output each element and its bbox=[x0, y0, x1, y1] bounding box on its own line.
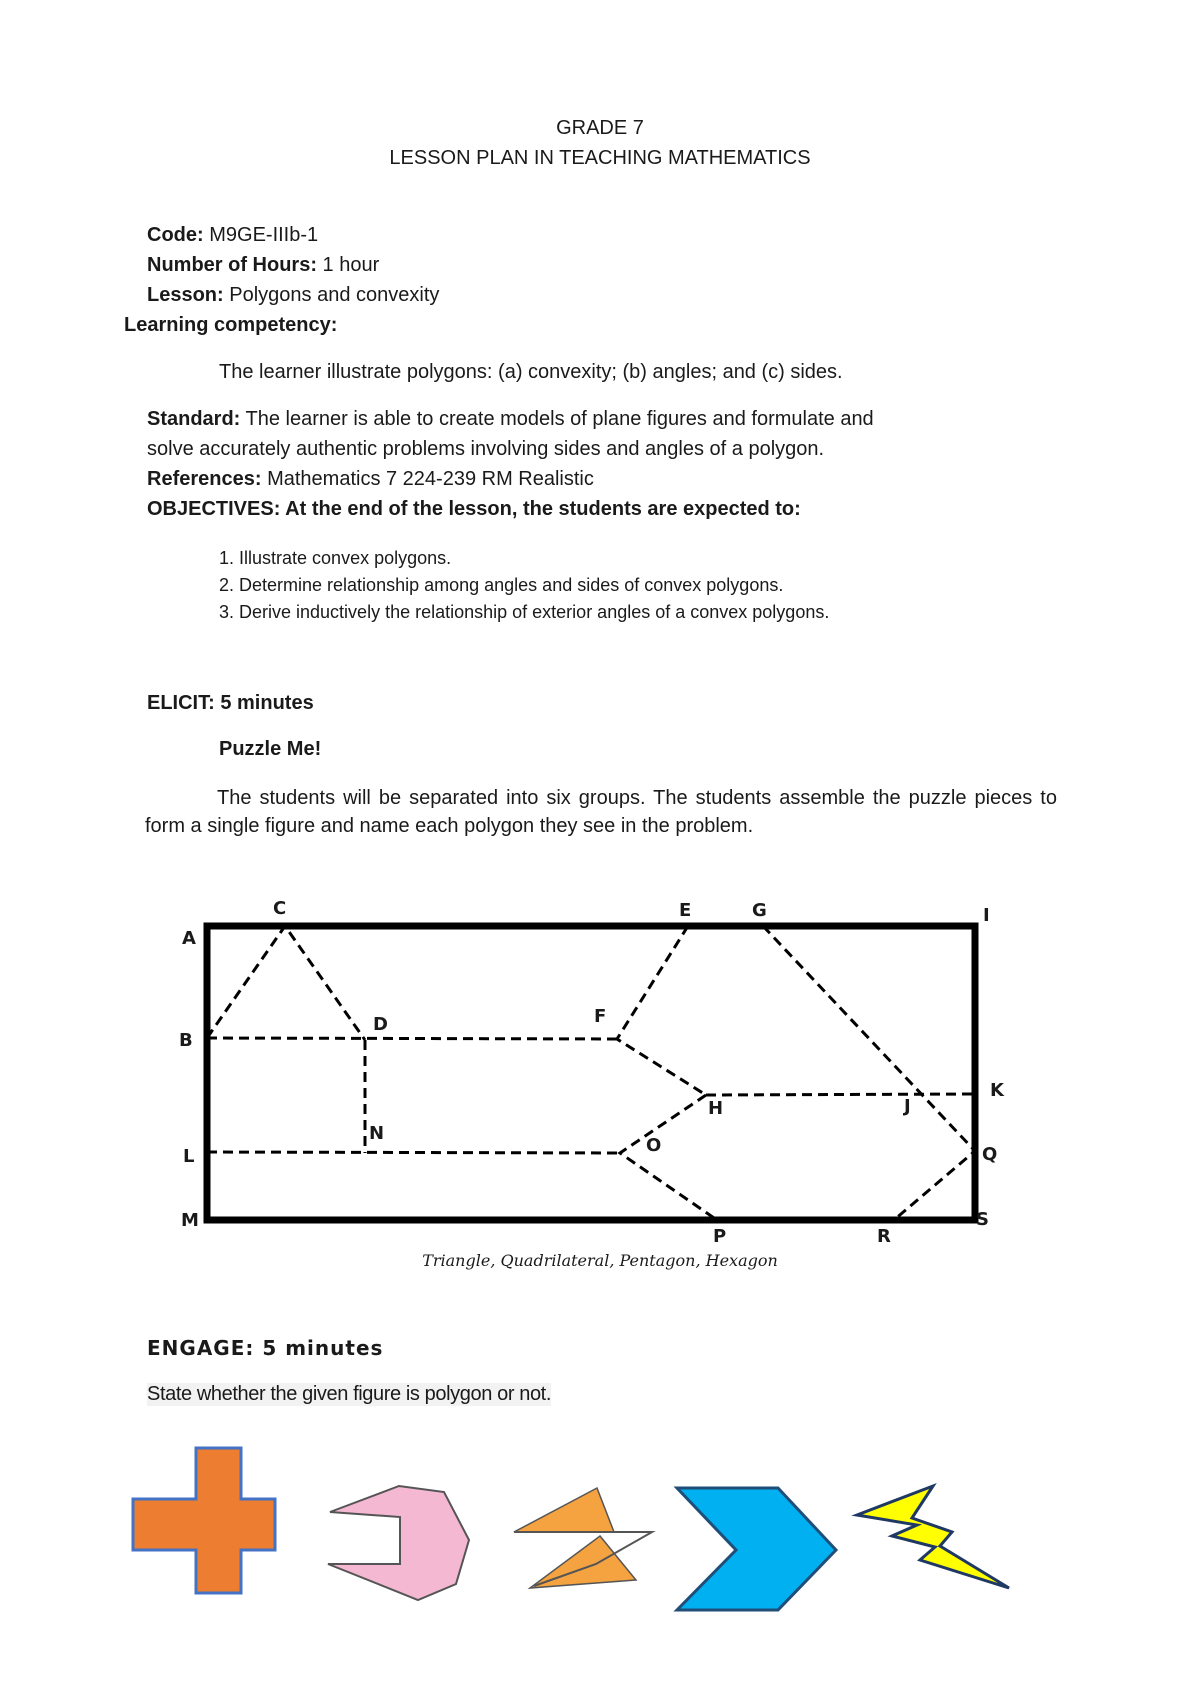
point-label: L bbox=[183, 1146, 195, 1167]
point-label: N bbox=[369, 1123, 385, 1144]
objectives-heading: OBJECTIVES: At the end of the lesson, the students are expected to: bbox=[147, 498, 801, 520]
segment-h-o-p bbox=[620, 1095, 717, 1220]
point-label: J bbox=[904, 1096, 911, 1117]
puzzle-caption: Triangle, Quadrilateral, Pentagon, Hexagon bbox=[422, 1251, 778, 1270]
standard-text-2: solve accurately authentic problems involving sides and angles of a polygon. bbox=[147, 438, 825, 460]
point-label: O bbox=[646, 1135, 662, 1156]
competency-text: The learner illustrate polygons: (a) convexity; (b) angles; and (c) sides. bbox=[219, 361, 843, 383]
objective-item: 2. Determine relationship among angles and sides of convex polygons. bbox=[219, 575, 784, 595]
point-label: P bbox=[713, 1226, 727, 1247]
lightning-bolt-shape bbox=[857, 1486, 1009, 1588]
code-label: Code: bbox=[147, 224, 204, 246]
point-label: A bbox=[182, 928, 196, 949]
point-label: E bbox=[679, 900, 692, 921]
point-label: D bbox=[373, 1014, 388, 1035]
references-value: Mathematics 7 224-239 RM Realistic bbox=[261, 468, 594, 490]
point-label: I bbox=[983, 905, 990, 926]
point-label: Q bbox=[982, 1144, 998, 1165]
puzzle-border bbox=[207, 926, 975, 1220]
standard-text-1: The learner is able to create models of plane figures and formulate and bbox=[240, 408, 874, 430]
grade-title: GRADE 7 bbox=[556, 117, 644, 139]
point-label: F bbox=[594, 1006, 607, 1027]
segment-b-c-d bbox=[207, 926, 365, 1040]
point-label: K bbox=[990, 1080, 1004, 1101]
references-label: References: bbox=[147, 468, 262, 490]
segment-e-f-h bbox=[617, 926, 706, 1095]
shapes-row bbox=[0, 1440, 1200, 1620]
point-label: G bbox=[752, 900, 767, 921]
point-label: S bbox=[976, 1209, 989, 1230]
activity-title: Puzzle Me! bbox=[219, 738, 322, 760]
cross-shape bbox=[133, 1448, 275, 1593]
objective-item: 1. Illustrate convex polygons. bbox=[219, 548, 452, 568]
standard-label: Standard: bbox=[147, 408, 241, 430]
lesson-value: Polygons and convexity bbox=[223, 284, 440, 306]
segment-b-f bbox=[207, 1038, 617, 1039]
segment-l-o bbox=[207, 1152, 620, 1153]
point-label: R bbox=[877, 1226, 891, 1247]
elicit-heading: ELICIT: 5 minutes bbox=[147, 692, 314, 714]
hours-label: Number of Hours: bbox=[147, 254, 317, 276]
elicit-description: The students will be separated into six groups. The students assemble the puzzle pieces to form a single figure and name each polygon they see in the problem. bbox=[145, 787, 1057, 837]
point-label: M bbox=[181, 1210, 199, 1231]
objective-item: 3. Derive inductively the relationship of exterior angles of a convex polygons. bbox=[219, 602, 830, 622]
point-label: B bbox=[179, 1030, 193, 1051]
engage-instruction: State whether the given figure is polygon or not. bbox=[147, 1383, 551, 1405]
lesson-label: Lesson: bbox=[147, 284, 224, 306]
competency-label: Learning competency: bbox=[124, 314, 338, 336]
document-title: LESSON PLAN IN TEACHING MATHEMATICS bbox=[389, 147, 811, 169]
engage-heading: ENGAGE: 5 minutes bbox=[147, 1336, 384, 1360]
chevron-shape bbox=[677, 1488, 836, 1610]
zigzag-shape bbox=[514, 1488, 652, 1588]
segment-h-k bbox=[706, 1094, 975, 1095]
point-label: H bbox=[708, 1098, 724, 1119]
point-label: C bbox=[273, 898, 287, 919]
code-value: M9GE-IIIb-1 bbox=[203, 224, 319, 246]
notched-hexagon-shape bbox=[328, 1486, 469, 1600]
hours-value: 1 hour bbox=[317, 254, 380, 276]
segment-g-q-r bbox=[763, 926, 975, 1220]
